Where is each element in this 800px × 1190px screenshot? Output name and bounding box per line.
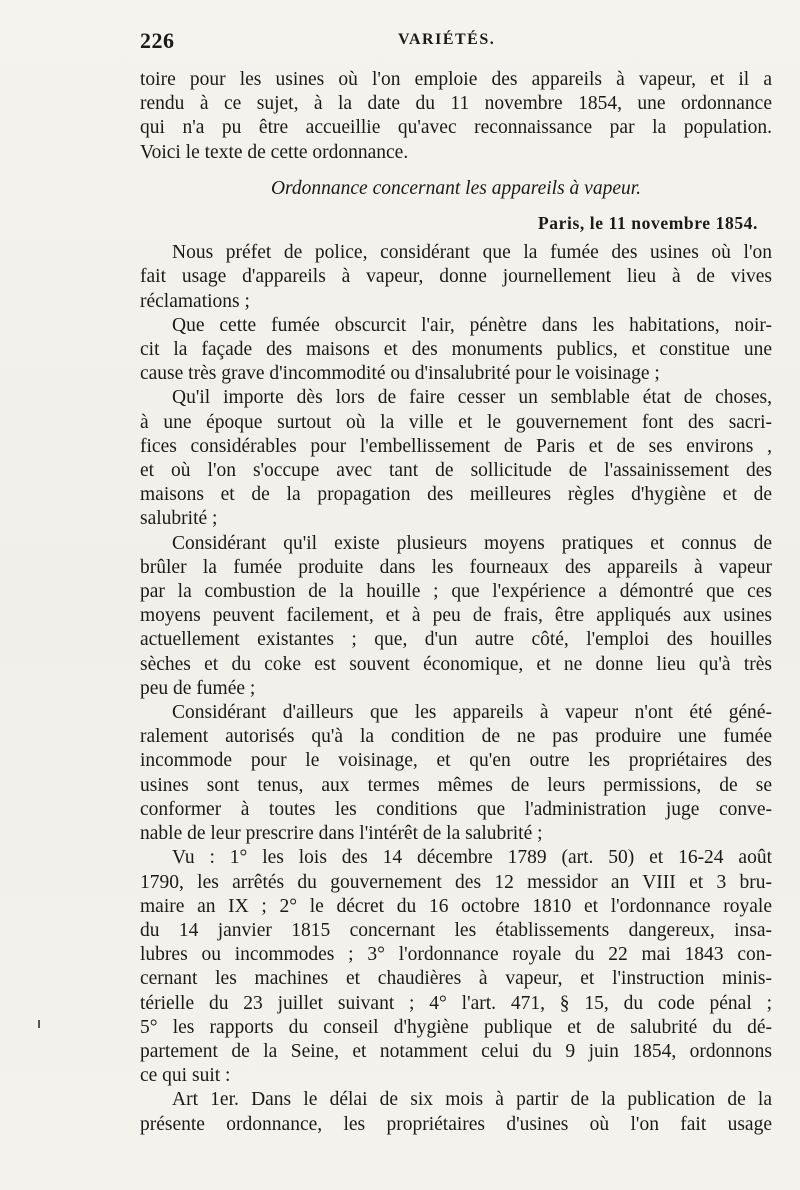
text-line: maisons et de la propagation des meilleures règles d'hygiène et de — [140, 484, 772, 506]
text-line: fait usage d'appareils à vapeur, donne journellement lieu à de vives — [140, 266, 772, 288]
text-line: Voici le texte de cette ordonnance. — [140, 141, 409, 163]
text-line: partement de la Seine, et notamment celui du 9 juin 1854, ordonnons — [140, 1040, 772, 1062]
paragraph-considerant-3 — [140, 386, 772, 531]
text-line: fices considérables pour l'embellissement de Paris et de ses environs , — [140, 435, 772, 457]
ink-mark — [38, 1020, 40, 1028]
text-line: à une époque surtout où la ville et le gouvernement font des sacri- — [140, 411, 772, 433]
text-line: brûler la fumée produite dans les fourneaux des appareils à vapeur — [140, 556, 772, 578]
text-line: incommode pour le voisinage, et qu'en outre les propriétaires des — [140, 750, 772, 772]
text-line: lubres ou incommodes ; 3° l'ordonnance royale du 22 mai 1843 con- — [140, 944, 772, 966]
text-line: Vu : 1° les lois des 14 décembre 1789 (art. 50) et 16-24 août — [172, 847, 772, 869]
paragraph-considerant-2 — [140, 314, 772, 387]
text-line: usines sont tenus, aux termes mêmes de leurs permissions, de se — [140, 774, 772, 796]
dateline: Paris, le 11 novembre 1854. — [537, 213, 758, 234]
text-line: maire an IX ; 2° le décret du 16 octobre 1810 et l'ordonnance royale — [140, 895, 772, 917]
ordinance-title: Ordonnance concernant les appareils à vapeur. — [270, 177, 642, 199]
text-line: Art 1er. Dans le délai de six mois à partir de la publication de la — [172, 1089, 772, 1111]
text-line: sèches et du coke est souvent économique, et ne donne lieu qu'à très — [140, 653, 772, 675]
text-line: toire pour les usines où l'on emploie des appareils à vapeur, et il a — [140, 69, 772, 90]
text-line: Nous préfet de police, considérant que la fumée des usines où l'on — [172, 242, 772, 264]
paragraph-considerant-4 — [140, 532, 772, 701]
text-line: ralement autorisés qu'à la condition de ne pas produire une fumée — [140, 726, 772, 748]
text-line: du 14 janvier 1815 concernant les établissements dangereux, insa- — [140, 919, 772, 941]
text-line: Considérant d'ailleurs que les appareils à vapeur n'ont été géné- — [172, 702, 772, 724]
text-line: qui n'a pu être accueillie qu'avec reconnaissance par la population. — [140, 117, 772, 139]
text-line: ce qui suit : — [140, 1065, 231, 1087]
paragraph-considerant-1 — [140, 241, 772, 314]
paragraph-vu — [140, 846, 772, 1088]
text-line: Considérant qu'il existe plusieurs moyens pratiques et connus de — [172, 532, 772, 554]
text-line: présente ordonnance, les propriétaires d'usines où l'on fait usage — [140, 1113, 772, 1135]
text-line: cernant les machines et chaudières à vapeur, et l'instruction minis- — [140, 968, 772, 990]
text-line: actuellement existantes ; que, d'un autre côté, l'emploi des houilles — [140, 629, 772, 651]
page-header — [140, 28, 780, 58]
text-line: salubrité ; — [140, 508, 218, 530]
paragraph-article-1 — [140, 1088, 772, 1136]
text-line: 5° les rapports du conseil d'hygiène publique et de salubrité du dé- — [140, 1016, 772, 1038]
text-line: conformer à toutes les conditions que l'administration juge conve- — [140, 798, 772, 820]
text-line: peu de fumée ; — [140, 677, 256, 699]
running-head: VARIÉTÉS. — [398, 31, 496, 48]
text-line: rendu à ce sujet, à la date du 11 novembre 1854, une ordonnance — [140, 93, 772, 115]
page-body — [140, 68, 772, 1137]
text-line: et où l'on s'occupe avec tant de sollicitude de l'assainissement des — [140, 460, 772, 482]
text-line: térielle du 23 juillet suivant ; 4° l'art. 471, § 15, du code pénal ; — [140, 992, 772, 1014]
text-line: nable de leur prescrire dans l'intérêt de la salubrité ; — [140, 823, 543, 845]
text-line: Que cette fumée obscurcit l'air, pénètre dans les habitations, noir- — [172, 314, 772, 336]
text-line: cit la façade des maisons et des monuments publics, et constitue une — [140, 339, 772, 361]
text-line: réclamations ; — [140, 290, 250, 312]
text-line: par la combustion de la houille ; que l'expérience a démontré que ces — [140, 581, 772, 603]
intro-paragraph — [140, 68, 772, 165]
text-line: 1790, les arrêtés du gouvernement des 12 messidor an VIII et 3 bru- — [140, 871, 772, 893]
text-line: moyens peuvent facilement, et à peu de frais, être appliqués aux usines — [140, 605, 772, 627]
text-line: Qu'il importe dès lors de faire cesser un semblable état de choses, — [172, 387, 772, 409]
page-number: 226 — [140, 28, 175, 53]
text-line: cause très grave d'incommodité ou d'insalubrité pour le voisinage ; — [140, 363, 660, 385]
paragraph-considerant-5 — [140, 701, 772, 846]
